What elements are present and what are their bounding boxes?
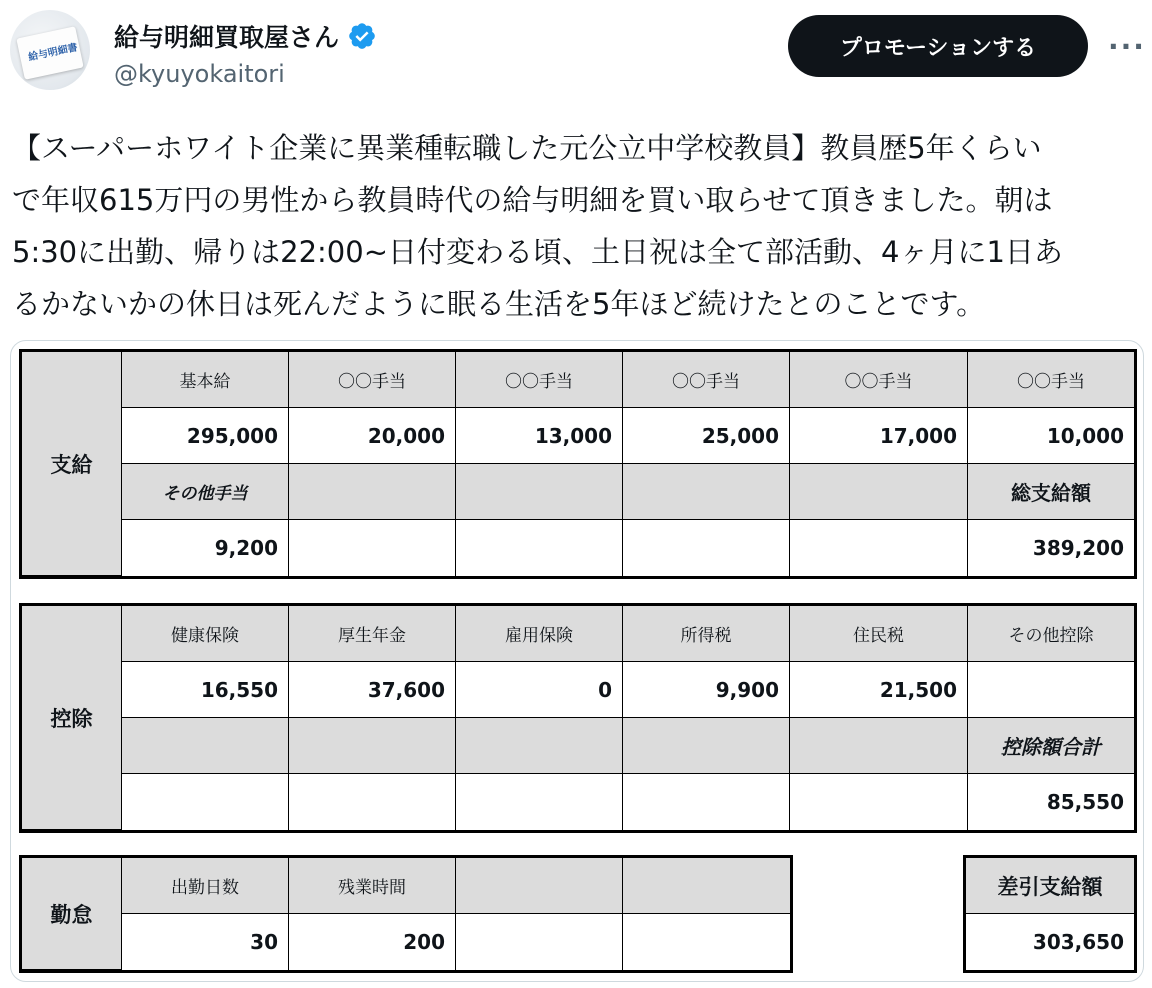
pay-value: 10,000 bbox=[968, 408, 1134, 464]
empty-cell bbox=[790, 464, 968, 520]
attendance-value bbox=[623, 914, 790, 970]
attendance-side-label: 勤怠 bbox=[22, 858, 122, 970]
empty-cell bbox=[456, 520, 623, 576]
deduction-value: 9,900 bbox=[623, 662, 790, 718]
attendance-header: 出勤日数 bbox=[122, 858, 289, 914]
more-options-icon[interactable]: ··· bbox=[1108, 30, 1146, 63]
other-allowance-label: その他手当 bbox=[122, 464, 289, 520]
display-name[interactable] bbox=[114, 18, 377, 54]
empty-cell bbox=[456, 718, 623, 774]
pay-value: 20,000 bbox=[289, 408, 456, 464]
tweet-line: るかないかの休日は死んだように眠る生活を5年ほど続けたとのことです。 bbox=[12, 287, 986, 321]
attendance-header: 残業時間 bbox=[289, 858, 456, 914]
attendance-header bbox=[456, 858, 623, 914]
attendance-value bbox=[456, 914, 623, 970]
pay-value: 13,000 bbox=[456, 408, 623, 464]
avatar-payslip-image bbox=[16, 26, 83, 80]
empty-cell bbox=[122, 718, 289, 774]
attendance-value: 30 bbox=[122, 914, 289, 970]
payslip-image[interactable] bbox=[10, 340, 1144, 982]
gross-total-value: 389,200 bbox=[1032, 536, 1124, 560]
avatar[interactable] bbox=[10, 10, 90, 90]
net-pay-section bbox=[963, 855, 1137, 973]
pay-header: 〇〇手当 bbox=[623, 352, 790, 408]
deduction-header: 厚生年金 bbox=[289, 606, 456, 662]
net-pay-value: 303,650 bbox=[1032, 930, 1124, 954]
empty-cell bbox=[456, 464, 623, 520]
deduction-value: 37,600 bbox=[289, 662, 456, 718]
empty-cell bbox=[456, 774, 623, 830]
empty-cell bbox=[790, 774, 968, 830]
tweet-line: 5:30に出勤、帰りは22:00~日付変わる頃、土日祝は全て部活動、4ヶ月に1日あ bbox=[12, 235, 1063, 269]
deduction-header: 雇用保険 bbox=[456, 606, 623, 662]
pay-section bbox=[19, 349, 1137, 579]
pay-header: 〇〇手当 bbox=[790, 352, 968, 408]
pay-side-label: 支給 bbox=[22, 352, 122, 576]
empty-cell bbox=[790, 520, 968, 576]
deduction-header: 所得税 bbox=[623, 606, 790, 662]
avatar-text: 給与明細書 bbox=[27, 42, 79, 64]
pay-header: 基本給 bbox=[122, 352, 289, 408]
deduction-value bbox=[968, 662, 1134, 718]
attendance-header bbox=[623, 858, 790, 914]
tweet-text bbox=[12, 122, 1142, 330]
empty-cell bbox=[623, 464, 790, 520]
pay-header: 〇〇手当 bbox=[968, 352, 1134, 408]
display-name-text[interactable]: 給与明細買取屋さん bbox=[114, 23, 340, 52]
other-allowance-value: 9,200 bbox=[122, 520, 289, 576]
promote-button[interactable]: プロモーションする bbox=[788, 15, 1088, 77]
tweet-line: で年収615万円の男性から教員時代の給与明細を買い取らせて頂きました。朝は bbox=[12, 183, 1053, 217]
deduction-value: 0 bbox=[456, 662, 623, 718]
deduction-header: 住民税 bbox=[790, 606, 968, 662]
empty-cell bbox=[122, 774, 289, 830]
attendance-section bbox=[19, 855, 793, 973]
pay-header: 〇〇手当 bbox=[289, 352, 456, 408]
deduction-value: 16,550 bbox=[122, 662, 289, 718]
deduction-total-label: 控除額合計 bbox=[968, 718, 1134, 774]
deduction-total-value: 85,550 bbox=[1046, 790, 1124, 814]
net-pay-label: 差引支給額 bbox=[966, 858, 1134, 914]
deduction-section bbox=[19, 603, 1137, 833]
deduction-header: その他控除 bbox=[968, 606, 1134, 662]
attendance-value: 200 bbox=[289, 914, 456, 970]
empty-cell bbox=[289, 774, 456, 830]
verified-badge-icon bbox=[347, 21, 377, 51]
pay-value: 17,000 bbox=[790, 408, 968, 464]
deduction-value: 21,500 bbox=[790, 662, 968, 718]
gross-total-label: 総支給額 bbox=[968, 464, 1134, 520]
deduction-side-label: 控除 bbox=[22, 606, 122, 830]
empty-cell bbox=[289, 520, 456, 576]
pay-value: 295,000 bbox=[122, 408, 289, 464]
empty-cell bbox=[623, 774, 790, 830]
empty-cell bbox=[790, 718, 968, 774]
empty-cell bbox=[623, 718, 790, 774]
empty-cell bbox=[289, 464, 456, 520]
pay-value: 25,000 bbox=[623, 408, 790, 464]
tweet-line: 【スーパーホワイト企業に異業種転職した元公立中学校教員】教員歴5年くらい bbox=[12, 131, 1042, 165]
deduction-header: 健康保険 bbox=[122, 606, 289, 662]
pay-header: 〇〇手当 bbox=[456, 352, 623, 408]
empty-cell bbox=[623, 520, 790, 576]
empty-cell bbox=[289, 718, 456, 774]
handle[interactable]: @kyuyokaitori bbox=[114, 60, 285, 88]
